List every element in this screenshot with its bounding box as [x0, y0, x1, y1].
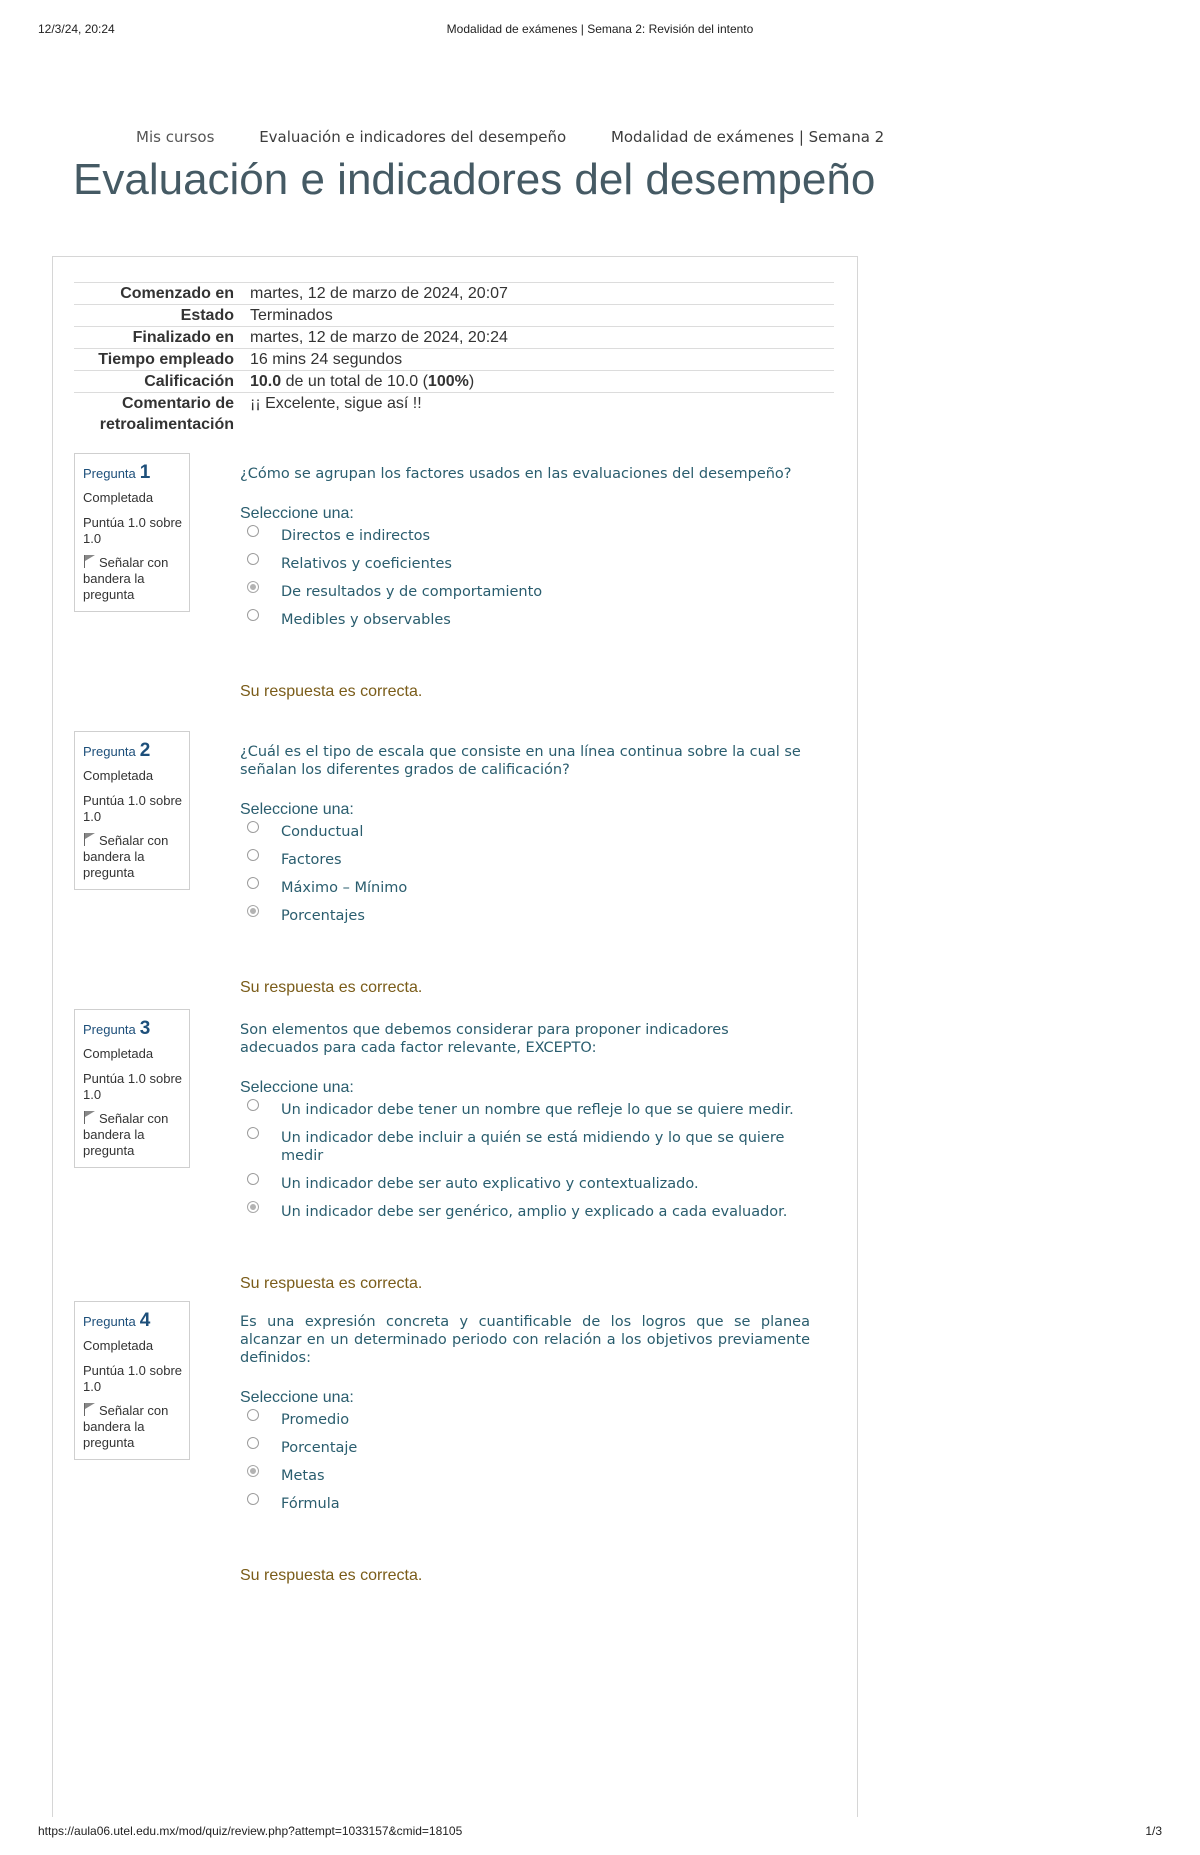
- answer-option[interactable]: [240, 583, 810, 601]
- question-word: Pregunta: [83, 1022, 136, 1037]
- radio-empty-icon[interactable]: [247, 1099, 259, 1111]
- answer-label[interactable]: Máximo – Mínimo: [281, 880, 408, 896]
- flag-label[interactable]: Señalar con bandera la pregunta: [83, 555, 169, 602]
- answer-label[interactable]: Medibles y observables: [281, 612, 451, 628]
- print-date: 12/3/24, 20:24: [38, 22, 115, 36]
- question-text: Es una expresión concreta y cuantificable de los logros que se planea alcanzar en un determinado periodo con relación a los objetivos previamente definidos:: [240, 1314, 810, 1366]
- question-text: ¿Cuál es el tipo de escala que consiste en una línea continua sobre la cual se señalan los diferentes grados de calificación?: [240, 744, 801, 778]
- answer-option[interactable]: [240, 907, 810, 925]
- question-state: Completada: [83, 768, 154, 783]
- breadcrumb-my-courses[interactable]: Mis cursos: [136, 128, 215, 146]
- question-number-value: 2: [139, 740, 151, 761]
- radio-selected-icon[interactable]: [247, 905, 259, 917]
- grade-score: 10.0: [250, 373, 282, 390]
- answer-label[interactable]: Fórmula: [281, 1496, 340, 1512]
- question-number: [83, 1310, 189, 1332]
- question-text: ¿Cómo se agrupan los factores usados en las evaluaciones del desempeño?: [240, 466, 792, 482]
- question-number-value: 3: [139, 1018, 151, 1039]
- time-value: 16 mins 24 segundos: [250, 351, 403, 368]
- flag-icon[interactable]: [83, 1111, 95, 1124]
- radio-selected-icon[interactable]: [247, 1465, 259, 1477]
- answer-option[interactable]: [240, 1411, 810, 1429]
- answer-option[interactable]: [240, 1467, 810, 1485]
- answer-label[interactable]: Metas: [281, 1468, 325, 1484]
- started-label: Comenzado en: [120, 285, 234, 302]
- breadcrumb-course[interactable]: Evaluación e indicadores del desempeño: [259, 128, 567, 146]
- finished-label: Finalizado en: [132, 329, 234, 346]
- question-info-box: [74, 1009, 190, 1168]
- radio-empty-icon[interactable]: [247, 877, 259, 889]
- grade-close: ): [468, 373, 475, 390]
- grade-label: Calificación: [144, 373, 234, 390]
- flag-label[interactable]: Señalar con bandera la pregunta: [83, 1111, 169, 1158]
- question-info-box: [74, 453, 190, 612]
- page-title: Evaluación e indicadores del desempeño: [73, 155, 876, 204]
- answer-option[interactable]: [240, 1175, 810, 1193]
- answer-options: [240, 1411, 810, 1513]
- question-grade: Puntúa 1.0 sobre 1.0: [83, 515, 183, 546]
- answer-options: [240, 823, 810, 925]
- answer-feedback: Su respuesta es correcta.: [240, 683, 423, 700]
- answer-feedback: Su respuesta es correcta.: [240, 1567, 423, 1584]
- answer-label[interactable]: Un indicador debe ser auto explicativo y contextualizado.: [281, 1176, 699, 1192]
- question-grade: Puntúa 1.0 sobre 1.0: [83, 793, 183, 824]
- answer-option[interactable]: [240, 1129, 810, 1165]
- answer-label[interactable]: Un indicador debe ser genérico, amplio y explicado a cada evaluador.: [281, 1204, 788, 1220]
- select-one-prompt: Seleccione una:: [240, 1079, 354, 1096]
- question-info-box: [74, 1301, 190, 1460]
- answer-label[interactable]: Directos e indirectos: [281, 528, 431, 544]
- print-document-title: Modalidad de exámenes | Semana 2: Revisión del intento: [446, 22, 754, 36]
- answer-option[interactable]: [240, 611, 810, 629]
- question-state: Completada: [83, 1046, 154, 1061]
- comment-label: Comentario de retroalimentación: [99, 395, 234, 433]
- answer-option[interactable]: [240, 555, 810, 573]
- question-state: Completada: [83, 490, 154, 505]
- flag-icon[interactable]: [83, 555, 95, 568]
- attempt-summary-table: [74, 282, 834, 435]
- radio-empty-icon[interactable]: [247, 821, 259, 833]
- flag-question-toggle[interactable]: [83, 555, 189, 603]
- radio-selected-icon[interactable]: [247, 581, 259, 593]
- flag-question-toggle[interactable]: [83, 1111, 189, 1159]
- grade-total: de un total de 10.0 (: [281, 373, 428, 390]
- grade-percent: 100%: [427, 373, 469, 390]
- flag-icon[interactable]: [83, 833, 95, 846]
- summary-row-started: [74, 283, 834, 305]
- answer-options: [240, 1101, 810, 1221]
- answer-label[interactable]: De resultados y de comportamiento: [281, 584, 543, 600]
- breadcrumb-quiz[interactable]: Modalidad de exámenes | Semana 2: [610, 128, 885, 146]
- flag-question-toggle[interactable]: [83, 1403, 189, 1451]
- answer-label[interactable]: Relativos y coeficientes: [281, 556, 452, 572]
- question-state: Completada: [83, 1338, 154, 1353]
- grade-value: [250, 371, 834, 392]
- answer-label[interactable]: Porcentaje: [281, 1440, 358, 1456]
- radio-empty-icon[interactable]: [247, 1173, 259, 1185]
- question-content: [240, 731, 810, 997]
- print-page-number: 1/3: [1145, 1824, 1162, 1838]
- radio-empty-icon[interactable]: [247, 1127, 259, 1139]
- print-header: [38, 22, 1162, 38]
- print-url: https://aula06.utel.edu.mx/mod/quiz/review.php?attempt=1033157&cmid=18105: [38, 1824, 463, 1838]
- radio-empty-icon[interactable]: [247, 1493, 259, 1505]
- time-label: Tiempo empleado: [98, 351, 234, 368]
- question-word: Pregunta: [83, 1314, 136, 1329]
- summary-row-grade: [74, 371, 834, 393]
- answer-option[interactable]: [240, 851, 810, 869]
- started-value: martes, 12 de marzo de 2024, 20:07: [250, 285, 508, 302]
- comment-value: ¡¡ Excelente, sigue así !!: [250, 395, 422, 412]
- question-number-value: 4: [139, 1310, 151, 1331]
- question-content: [240, 1009, 810, 1293]
- answer-label[interactable]: Un indicador debe incluir a quién se está midiendo y lo que se quiere medir: [281, 1130, 785, 1164]
- answer-option[interactable]: [240, 823, 810, 841]
- question-content: [240, 1301, 810, 1585]
- radio-empty-icon[interactable]: [247, 849, 259, 861]
- radio-empty-icon[interactable]: [247, 609, 259, 621]
- flag-label[interactable]: Señalar con bandera la pregunta: [83, 833, 169, 880]
- radio-empty-icon[interactable]: [247, 1437, 259, 1449]
- state-label: Estado: [180, 307, 234, 324]
- summary-row-comment: [74, 393, 834, 435]
- select-one-prompt: Seleccione una:: [240, 801, 354, 818]
- summary-row-finished: [74, 327, 834, 349]
- question-info-box: [74, 731, 190, 890]
- flag-label[interactable]: Señalar con bandera la pregunta: [83, 1403, 169, 1450]
- question-text: Son elementos que debemos considerar para proponer indicadores adecuados para cada factor relevante, EXCEPTO:: [240, 1022, 729, 1056]
- state-value: Terminados: [250, 307, 333, 324]
- question-number: [83, 740, 189, 762]
- question-word: Pregunta: [83, 744, 136, 759]
- answer-option[interactable]: [240, 1495, 810, 1513]
- summary-row-state: [74, 305, 834, 327]
- question-number: [83, 1018, 189, 1040]
- answer-option[interactable]: [240, 1439, 810, 1457]
- select-one-prompt: Seleccione una:: [240, 505, 354, 522]
- radio-empty-icon[interactable]: [247, 553, 259, 565]
- select-one-prompt: Seleccione una:: [240, 1389, 354, 1406]
- answer-options: [240, 527, 810, 629]
- question-grade: Puntúa 1.0 sobre 1.0: [83, 1071, 183, 1102]
- finished-value: martes, 12 de marzo de 2024, 20:24: [250, 329, 508, 346]
- summary-row-time: [74, 349, 834, 371]
- question-word: Pregunta: [83, 466, 136, 481]
- radio-empty-icon[interactable]: [247, 525, 259, 537]
- flag-question-toggle[interactable]: [83, 833, 189, 881]
- answer-label[interactable]: Conductual: [281, 824, 364, 840]
- review-panel: [52, 256, 858, 1817]
- answer-label[interactable]: Un indicador debe tener un nombre que refleje lo que se quiere medir.: [281, 1102, 794, 1118]
- answer-label[interactable]: Factores: [281, 852, 342, 868]
- question-number-value: 1: [139, 462, 151, 483]
- answer-label[interactable]: Porcentajes: [281, 908, 365, 924]
- answer-feedback: Su respuesta es correcta.: [240, 1275, 423, 1292]
- question-grade: Puntúa 1.0 sobre 1.0: [83, 1363, 183, 1394]
- answer-option[interactable]: [240, 879, 810, 897]
- flag-icon[interactable]: [83, 1403, 95, 1416]
- answer-option[interactable]: [240, 1101, 810, 1119]
- answer-option[interactable]: [240, 1203, 810, 1221]
- answer-option[interactable]: [240, 527, 810, 545]
- radio-selected-icon[interactable]: [247, 1201, 259, 1213]
- breadcrumb: [136, 128, 924, 146]
- question-number: [83, 462, 189, 484]
- radio-empty-icon[interactable]: [247, 1409, 259, 1421]
- question-content: [240, 453, 810, 701]
- answer-label[interactable]: Promedio: [281, 1412, 350, 1428]
- answer-feedback: Su respuesta es correcta.: [240, 979, 423, 996]
